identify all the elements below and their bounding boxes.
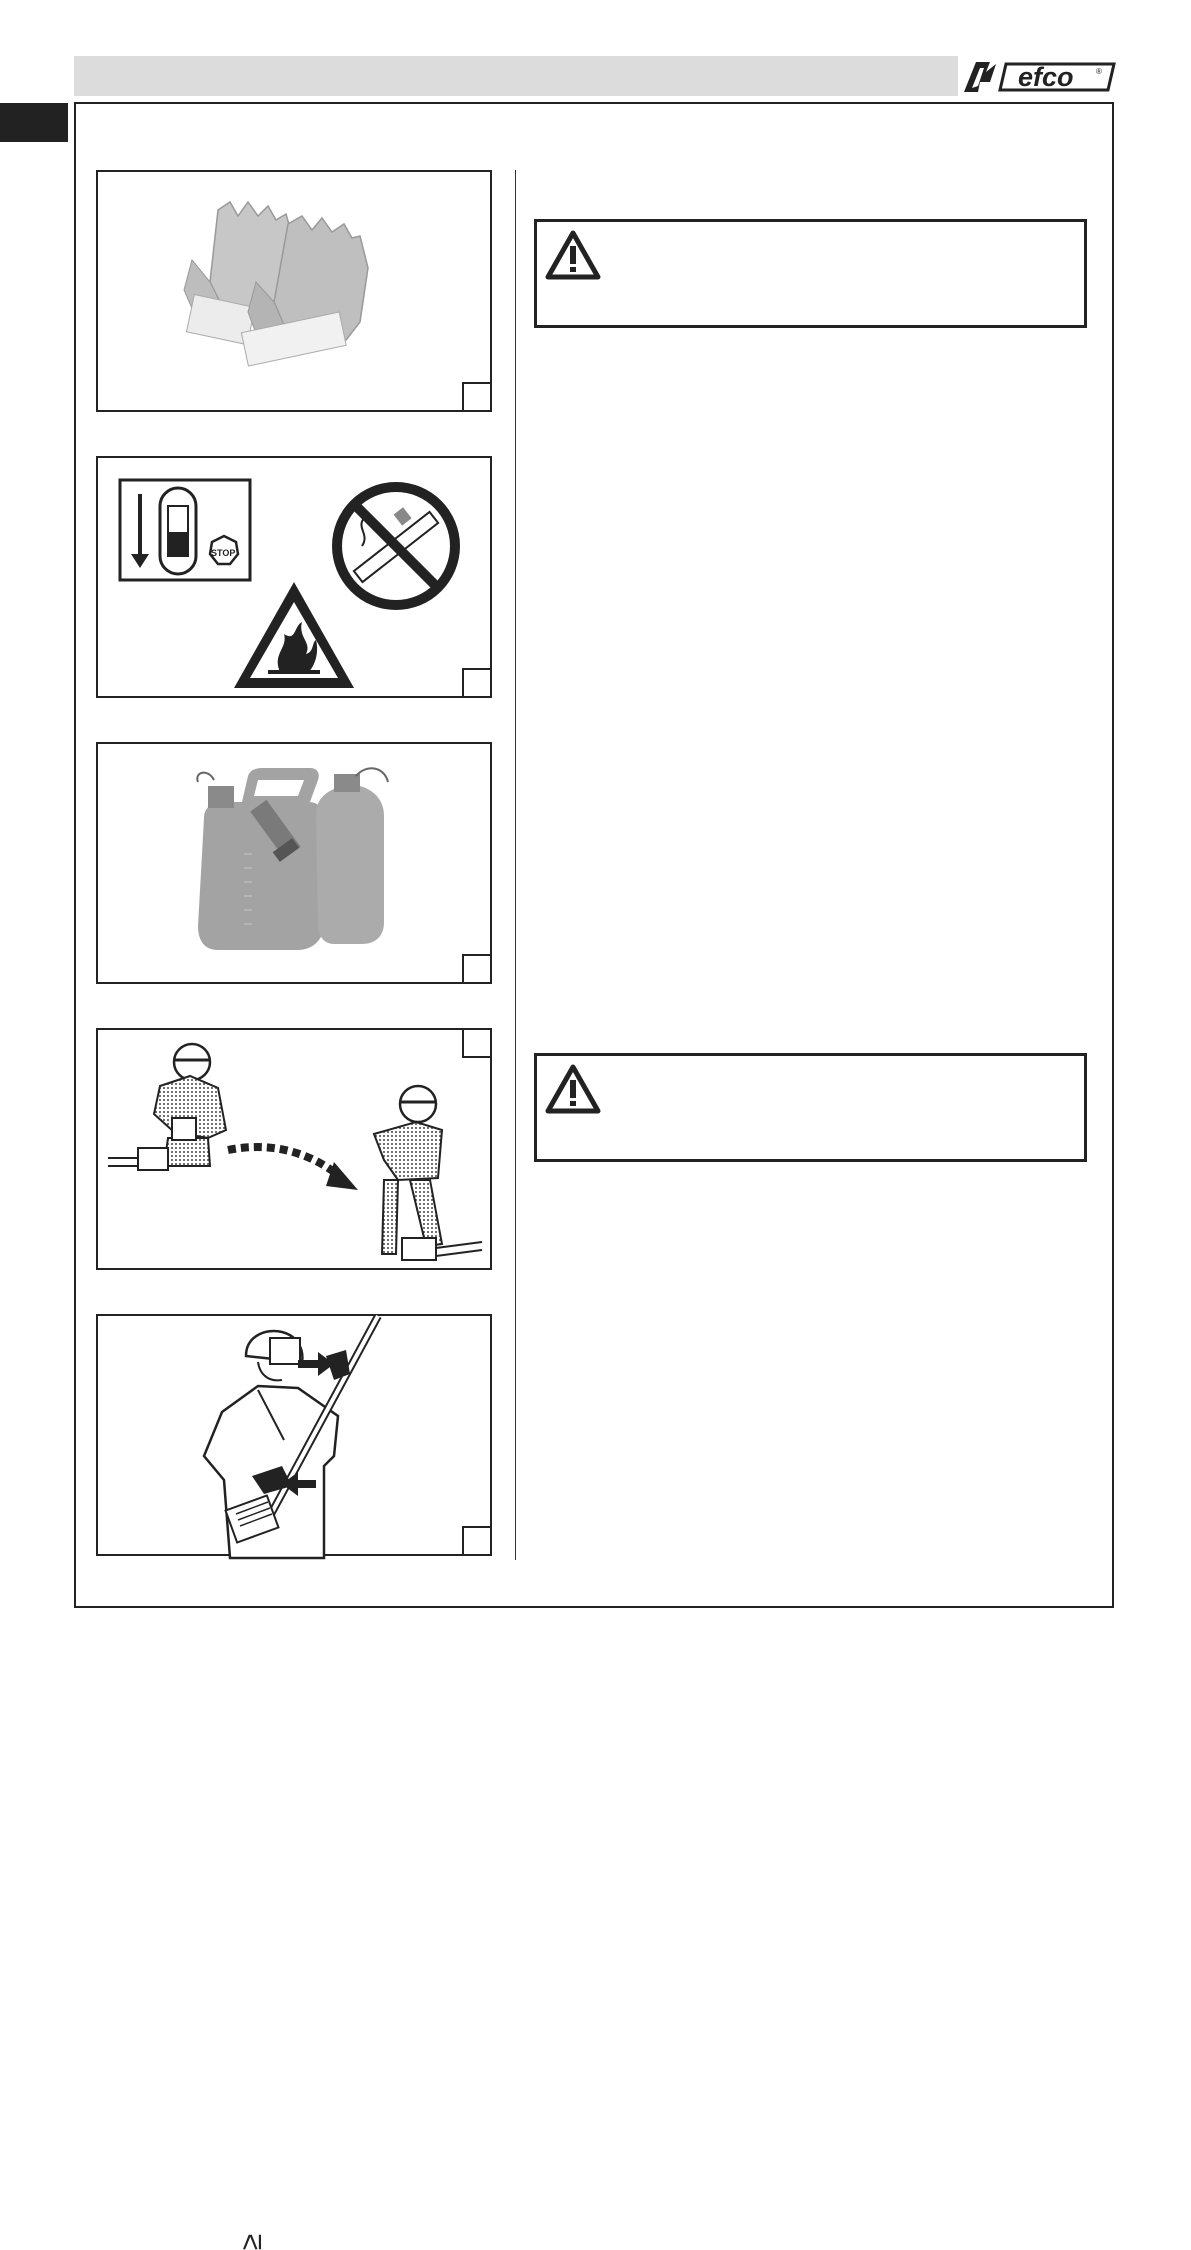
figure-move-away: [96, 1028, 492, 2250]
figure-fuel-can: [96, 742, 492, 984]
figure-number: [462, 954, 490, 982]
flammable-warning-icon: [234, 582, 354, 688]
operator-holding-icon: [98, 1316, 494, 1558]
distance-symbol: ≥: [235, 2233, 269, 2250]
registered-mark: ®: [1096, 67, 1102, 76]
efco-logo: [960, 58, 1116, 94]
figure-holding: [96, 1314, 492, 1556]
figure-gloves: [96, 170, 492, 412]
figure-number: [462, 382, 490, 410]
brand-wordmark: efco: [1018, 62, 1074, 92]
column-divider: [515, 170, 516, 1560]
warning-box: [534, 1053, 1087, 1162]
no-smoking-icon: [332, 482, 460, 610]
figure-number: [462, 668, 490, 696]
header-bar: [74, 56, 958, 96]
figure-number: [462, 1526, 490, 1554]
fuel-can-icon: [98, 744, 494, 986]
stop-switch-icon: [120, 480, 250, 580]
warning-triangle-icon: [545, 1064, 601, 1114]
side-tab: [0, 103, 68, 142]
warning-box: [534, 219, 1087, 328]
refuel-distance-icon: [98, 1030, 494, 1272]
figure-number: [462, 1030, 490, 1058]
gloves-icon: [98, 172, 494, 414]
stop-label: STOP: [211, 548, 236, 558]
warning-triangle-icon: [545, 230, 601, 280]
figure-fire-safety: [96, 456, 492, 698]
